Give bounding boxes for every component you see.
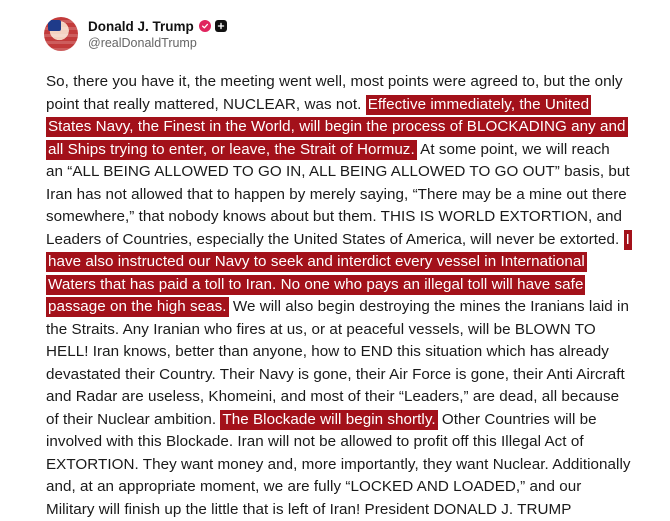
post-body <box>46 71 631 521</box>
post-segment-highlighted: The Blockade will begin shortly. <box>222 410 436 428</box>
avatar[interactable] <box>44 17 78 51</box>
author-info <box>88 19 227 50</box>
plus-badge-icon <box>215 20 227 32</box>
display-name[interactable]: Donald J. Trump <box>88 18 194 34</box>
post-header <box>44 16 227 52</box>
post-segment: Other Countries will be involved with this Blockade. Iran will not be allowed to profit off this Illegal Act of EXTORTION. They want money and, more importantly, they want Nuclear. Additionally and, at an appropriate moment, we are fully “LOCKED AND LOADED,” and our Military will finish up the little that is left of Iran! President DONALD J. TRUMP <box>46 410 631 518</box>
verified-check-icon <box>199 20 211 32</box>
post-segment: We will also begin destroying the mines the Iranians laid in the Straits. Any Iranian who fires at us, or at peaceful vessels, will be BLOWN TO HELL! Iran knows, better than anyone, how to END this situation which has already devastated their Country. Their Navy is gone, their Air Force is gone, their Anti Aircraft and Radar are useless, Khomeini, and most of their “Leaders,” are dead, all because of their Nuclear ambition. <box>46 298 629 428</box>
post-segment: So, there you have it, the meeting went well, most points were agreed to, but the only point that really mattered, NUCLEAR, was not. <box>46 73 623 113</box>
author-handle[interactable]: @realDonaldTrump <box>88 35 197 50</box>
post-segment-highlighted: I have also instructed our Navy to seek and interdict every vessel in International Waters that has paid a toll to Iran. No one who pays an illegal toll will have safe passage on the high seas. <box>48 230 630 315</box>
post-segment-highlighted: Effective immediately, the United States Navy, the Finest in the World, will begin the process of BLOCKADING any and all Ships trying to enter, or leave, the Strait of Hormuz. <box>48 95 626 158</box>
post-segment: At some point, we will reach an “ALL BEING ALLOWED TO GO IN, ALL BEING ALLOWED TO GO OUT” basis, but Iran has not allowed that to happen by merely saying, “There may be a mine out there somewhere,” that nobody knows about but them. THIS IS WORLD EXTORTION, and Leaders of Countries, especially the United States of America, will never be extorted. <box>46 140 630 248</box>
name-row <box>88 19 227 34</box>
